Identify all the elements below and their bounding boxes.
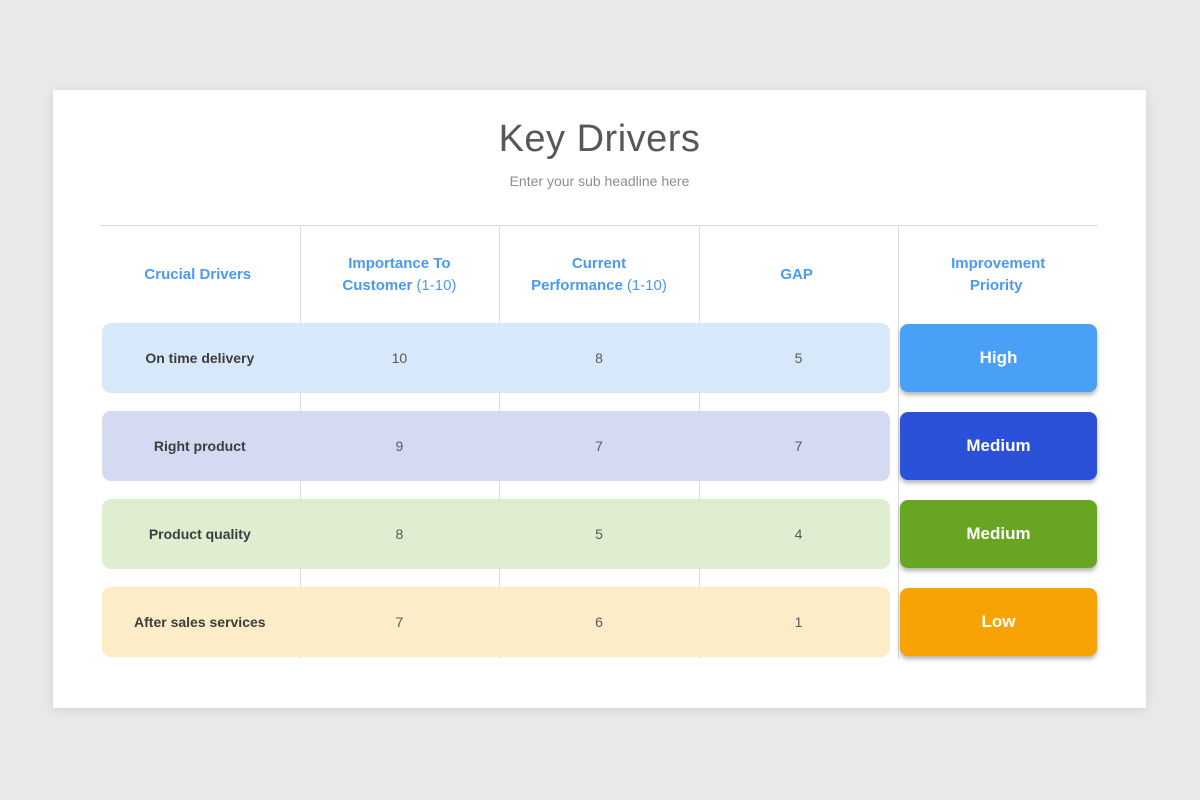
priority-button[interactable]: Medium: [900, 412, 1097, 480]
row-performance-value: 6: [595, 614, 603, 630]
table-row: [100, 499, 1098, 569]
slide-card: [53, 90, 1146, 708]
row-driver-label: On time delivery: [145, 350, 255, 366]
column-header-gap: [699, 226, 899, 323]
priority-button[interactable]: High: [900, 324, 1097, 392]
column-header-priority: [898, 226, 1098, 323]
row-performance-value: 5: [595, 526, 603, 542]
slide-subtitle: Enter your sub headline here: [509, 173, 690, 189]
row-driver-label: Product quality: [148, 526, 251, 542]
column-header-label: Current Performance: [531, 254, 627, 294]
column-header-performance: [499, 226, 699, 323]
row-driver-label: Right product: [153, 438, 246, 454]
row-importance-value: 7: [395, 614, 404, 630]
priority-button[interactable]: Low: [900, 588, 1097, 656]
row-gap-value: 7: [794, 438, 803, 454]
column-header-label: Crucial Drivers: [144, 265, 252, 283]
table-row: [100, 323, 1098, 393]
drivers-table: [100, 225, 1098, 661]
column-header-label: GAP: [780, 265, 813, 283]
table-row: [100, 587, 1098, 657]
row-importance-value: 9: [395, 438, 404, 454]
column-header-importance: [300, 226, 500, 323]
column-header-crucial-drivers: [100, 226, 300, 323]
row-importance-value: 10: [391, 350, 408, 366]
slide-title: Key Drivers: [498, 118, 701, 160]
table-row: [100, 411, 1098, 481]
column-header-label: Improvement Priority: [951, 254, 1046, 294]
row-performance-value: 8: [595, 350, 603, 366]
column-header-label: Importance To Customer: [342, 254, 451, 294]
row-performance-value: 7: [595, 438, 603, 454]
row-importance-value: 8: [395, 526, 404, 542]
column-header-suffix: (1-10): [626, 276, 667, 294]
row-gap-value: 1: [794, 614, 803, 630]
row-gap-value: 5: [794, 350, 803, 366]
table-header-row: [100, 226, 1098, 323]
column-header-suffix: (1-10): [416, 276, 457, 294]
priority-button[interactable]: Medium: [900, 500, 1097, 568]
table-body: [100, 323, 1098, 675]
row-driver-label: After sales services: [134, 614, 266, 630]
row-gap-value: 4: [794, 526, 803, 542]
